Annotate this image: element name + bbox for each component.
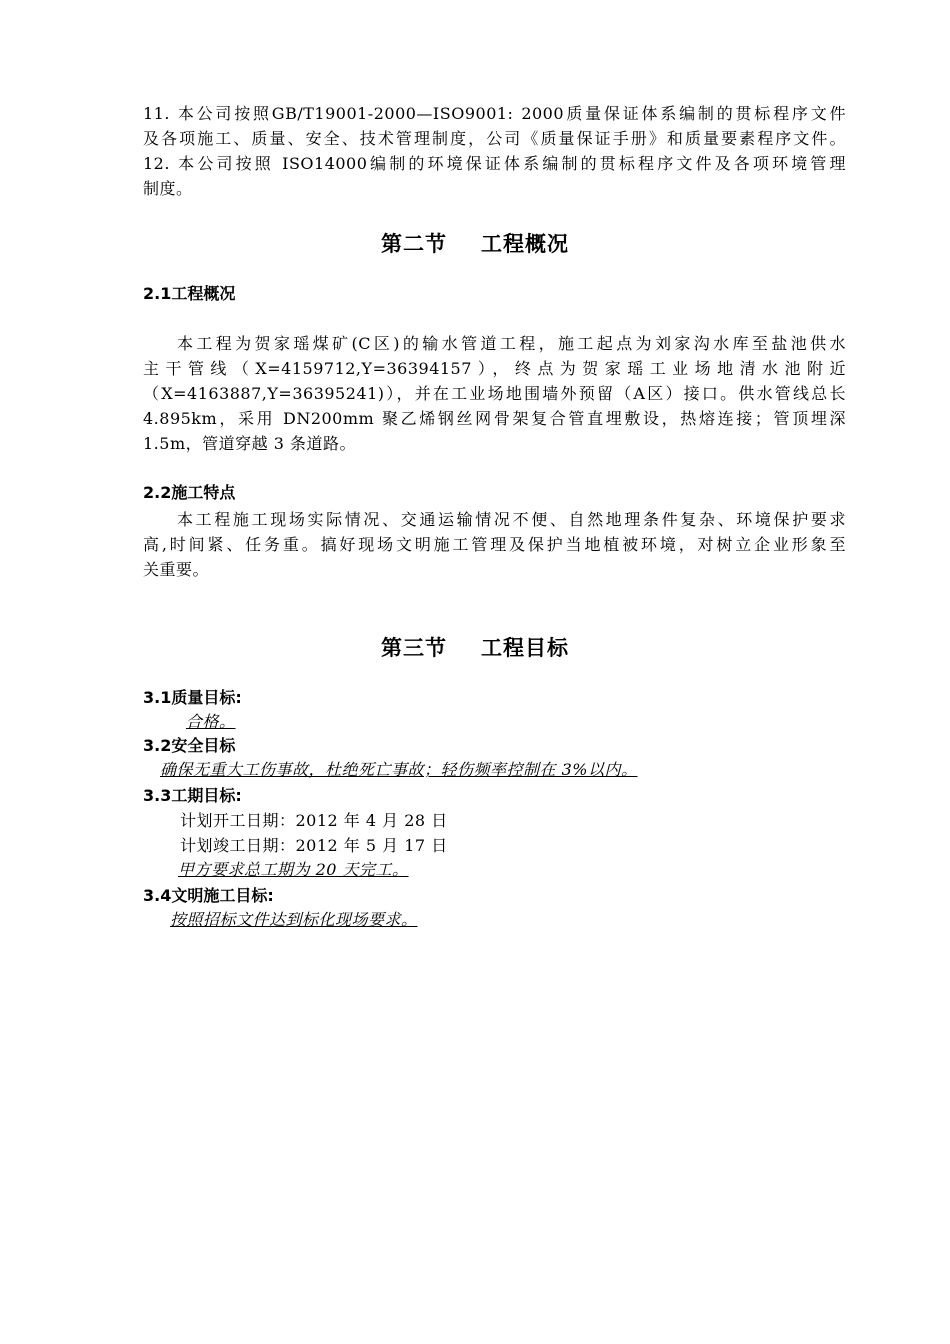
civil-construction-value: 按照招标文件达到标化现场要求。 xyxy=(170,910,418,929)
section-2-number: 第二节 xyxy=(381,232,447,256)
item-12-line-2: 制度。 xyxy=(143,179,193,198)
planned-end-date: 计划竣工日期：2012 年 5 月 17 日 xyxy=(180,836,448,855)
section-3-name: 工程目标 xyxy=(481,636,569,660)
planned-start-date: 计划开工日期：2012 年 4 月 28 日 xyxy=(180,811,448,830)
overview-line-2: 主干管线（X=4159712,Y=36394157），终点为贺家瑶工业场地清水池附近 xyxy=(143,359,846,378)
schedule-requirement: 甲方要求总工期为 20 天完工。 xyxy=(178,860,409,879)
overview-line-5: 1.5m，管道穿越 3 条道路。 xyxy=(143,434,356,453)
overview-line-1: 本工程为贺家瑶煤矿(C区)的输水管道工程，施工起点为刘家沟水库至盐池供水 xyxy=(177,334,846,353)
section-2-title xyxy=(0,228,950,258)
subsection-2-1-heading: 2.1工程概况 xyxy=(143,284,236,303)
subsection-2-2-heading: 2.2施工特点 xyxy=(143,483,236,502)
section-2-name: 工程概况 xyxy=(481,232,569,256)
schedule-target-heading: 3.3工期目标: xyxy=(143,786,242,805)
item-11-line-2: 及各项施工、质量、安全、技术管理制度，公司《质量保证手册》和质量要素程序文件。 xyxy=(143,129,846,148)
quality-target-heading: 3.1质量目标: xyxy=(143,688,242,707)
section-3-title xyxy=(0,632,950,662)
safety-target-heading: 3.2安全目标 xyxy=(143,736,236,755)
item-12-line-1: 12. 本公司按照 ISO14000编制的环境保证体系编制的贯标程序文件及各项环境管理 xyxy=(143,154,846,173)
quality-target-value: 合格。 xyxy=(186,712,236,731)
item-11-line-1: 11. 本公司按照GB/T19001-2000—ISO9001: 2000质量保证体系编制的贯标程序文件 xyxy=(143,104,846,123)
safety-target-value: 确保无重大工伤事故，杜绝死亡事故；轻伤频率控制在 3%以内。 xyxy=(160,760,638,779)
overview-line-4: 4.895km，采用 DN200mm 聚乙烯钢丝网骨架复合管直埋敷设，热熔连接；管顶埋深 xyxy=(143,409,846,428)
civil-construction-heading: 3.4文明施工目标: xyxy=(143,886,274,905)
features-line-2: 高,时间紧、任务重。搞好现场文明施工管理及保护当地植被环境，对树立企业形象至 xyxy=(143,535,846,554)
features-line-1: 本工程施工现场实际情况、交通运输情况不便、自然地理条件复杂、环境保护要求 xyxy=(177,510,846,529)
overview-line-3: （X=4163887,Y=36395241)），并在工业场地围墙外预留（A区）接口。供水管线总长 xyxy=(143,384,846,403)
section-3-number: 第三节 xyxy=(381,636,447,660)
features-line-3: 关重要。 xyxy=(143,560,210,579)
